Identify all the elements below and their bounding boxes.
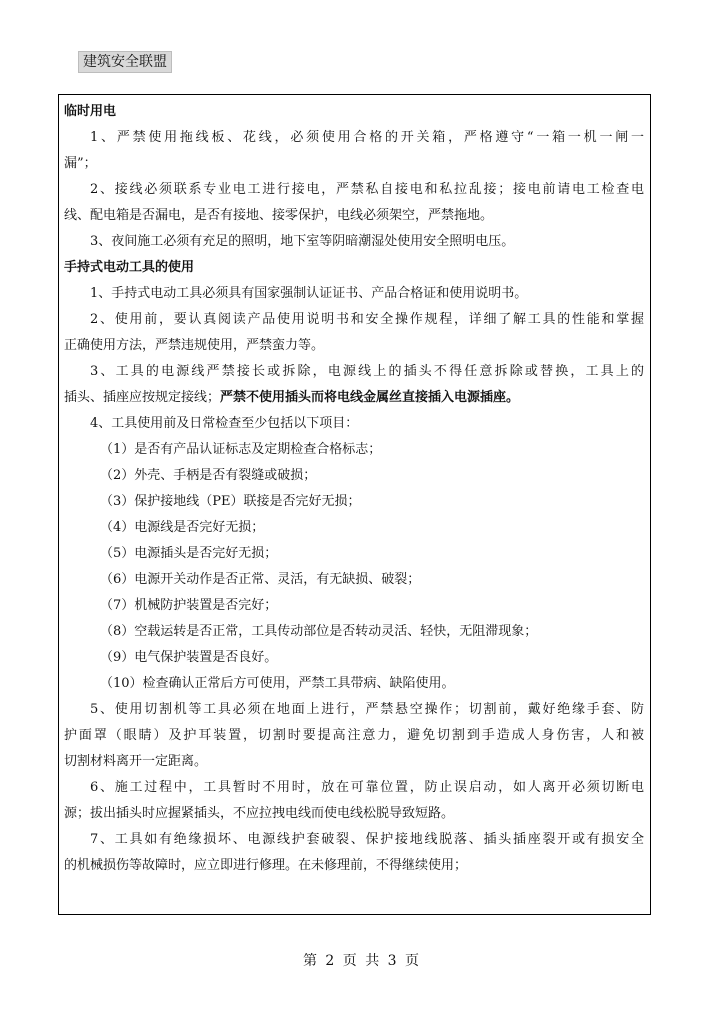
line-text: （7）机械防护装置是否完好； [100,598,278,613]
text-line [64,229,644,255]
line-text: 临时用电 [64,104,117,119]
text-line [64,489,644,515]
text-line [64,853,644,879]
text-line [64,437,644,463]
line-text: 手持式电动工具的使用 [64,260,195,275]
line-text: 4、工具使用前及日常检查至少包括以下项目： [90,416,359,431]
text-line [64,281,644,307]
line-text: （6）电源开关动作是否正常、灵活，有无缺损、破裂； [100,572,421,587]
text-line [64,359,644,385]
text-line [64,801,644,827]
text-line [64,411,644,437]
line-text: （10）检查确认正常后方可使用，严禁工具带病、缺陷使用。 [100,676,455,691]
line-text: （5）电源插头是否完好无损； [100,546,278,561]
line-text: 源；拔出插头时应握紧插头，不应拉拽电线而使电线松脱导致短路。 [64,806,455,821]
line-text: 7、工具如有绝缘损坏、电源线护套破裂、保护接地线脱落、插头插座裂开或有损安全 [90,832,644,847]
line-text: 漏”； [64,156,97,171]
text-line [64,619,644,645]
text-line [64,697,644,723]
line-text: 6、施工过程中，工具暂时不用时，放在可靠位置，防止误启动，如人离开必须切断电 [90,780,644,795]
text-line [64,541,644,567]
section-heading [64,255,644,281]
line-text: （1）是否有产品认证标志及定期检查合格标志； [100,442,382,457]
text-line [64,125,644,151]
text-line [64,749,644,775]
line-text: 2、使用前，要认真阅读产品使用说明书和安全操作规程，详细了解工具的性能和掌握 [90,312,644,327]
site-watermark-tag: 建筑安全联盟 [78,51,172,73]
text-line [64,723,644,749]
line-text: 1、手持式电动工具必须具有国家强制认证证书、产品合格证和使用说明书。 [90,286,528,301]
line-text: 护面罩（眼睛）及护耳装置，切割时要提高注意力，避免切割到手造成人身伤害，人和被 [64,728,644,743]
line-text: （3）保护接地线（PE）联接是否完好无损； [100,494,361,509]
text-line [64,671,644,697]
section-heading [64,99,644,125]
line-text: 线、配电箱是否漏电，是否有接地、接零保护，电线必须架空，严禁拖地。 [64,208,494,223]
bold-warning: 严禁不使用插头而将电线金属丝直接插入电源插座。 [220,390,520,405]
text-line [64,463,644,489]
line-text: 切割材料离开一定距离。 [64,754,208,769]
line-text: 1、严禁使用拖线板、花线，必须使用合格的开关箱，严格遵守“一箱一机一闸一 [90,130,644,145]
line-text: 3、夜间施工必须有充足的照明，地下室等阴暗潮湿处使用安全照明电压。 [90,234,515,249]
page-number: 第 2 页 共 3 页 [302,953,422,969]
line-text: （2）外壳、手柄是否有裂缝或破损； [100,468,317,483]
line-text: （8）空载运转是否正常，工具传动部位是否转动灵活、轻快，无阻滞现象； [100,624,538,639]
text-line [64,307,644,333]
line-text: 2、接线必须联系专业电工进行接电，严禁私自接电和私拉乱接；接电前请电工检查电 [90,182,644,197]
line-text: 的机械损伤等故障时，应立即进行修理。在未修理前，不得继续使用； [64,858,468,873]
document-body [58,94,651,915]
text-line [64,775,644,801]
text-line [64,151,644,177]
text-line [64,203,644,229]
line-text: 插头、插座应按规定接线； [64,390,221,405]
text-line [64,385,644,411]
line-text: （4）电源线是否完好无损； [100,520,265,535]
line-text: 5、使用切割机等工具必须在地面上进行，严禁悬空操作；切割前，戴好绝缘手套、防 [90,702,644,717]
text-line [64,567,644,593]
text-line [64,515,644,541]
line-text: 3、工具的电源线严禁接长或拆除，电源线上的插头不得任意拆除或替换，工具上的 [90,364,644,379]
text-line [64,593,644,619]
text-line [64,177,644,203]
text-line [64,645,644,671]
line-text: （9）电气保护装置是否良好。 [100,650,278,665]
text-line [64,333,644,359]
text-line [64,827,644,853]
line-text: 正确使用方法，严禁违规使用，严禁蛮力等。 [64,338,325,353]
